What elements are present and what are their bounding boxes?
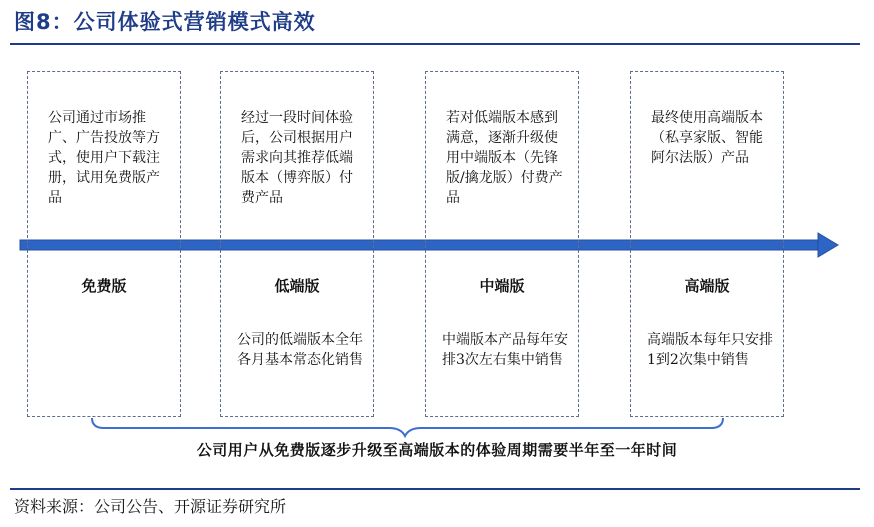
stage-description: 经过一段时间体验后，公司根据用户需求向其推荐低端版本（博弈版）付费产品: [241, 110, 353, 206]
stage-high: [630, 71, 784, 417]
stage-name: 高端版: [684, 277, 730, 295]
stage-free: [27, 71, 181, 417]
cycle-summary: 公司用户从免费版逐步升级至高端版本的体验周期需要半年至一年时间: [196, 441, 678, 459]
stage-name: 中端版: [479, 277, 525, 295]
source-divider: [10, 488, 860, 490]
source-note: 资料来源：公司公告、开源证券研究所: [14, 497, 287, 516]
summary-brace: [92, 418, 723, 436]
stage-mid: [425, 71, 579, 417]
stage-description: 最终使用高端版本（私享家版、智能阿尔法版）产品: [651, 110, 763, 166]
figure-title: 图8：公司体验式营销模式高效: [14, 10, 316, 34]
stage-name: 免费版: [81, 277, 127, 295]
stage-sales: 公司的低端版本全年各月基本常态化销售: [237, 332, 363, 368]
stage-description: 若对低端版本感到满意，逐渐升级使用中端版本（先锋版/擒龙版）付费产品: [446, 110, 563, 206]
stage-description: 公司通过市场推广、广告投放等方式，使用户下载注册，试用免费版产品: [48, 110, 160, 206]
stage-sales: 高端版本每年只安排1到2次集中销售: [647, 332, 773, 368]
timeline-arrow-head: [818, 233, 838, 257]
stage-sales: 中端版本产品每年安排3次左右集中销售: [442, 332, 568, 368]
stage-low: [220, 71, 374, 417]
stage-name: 低端版: [274, 277, 320, 295]
